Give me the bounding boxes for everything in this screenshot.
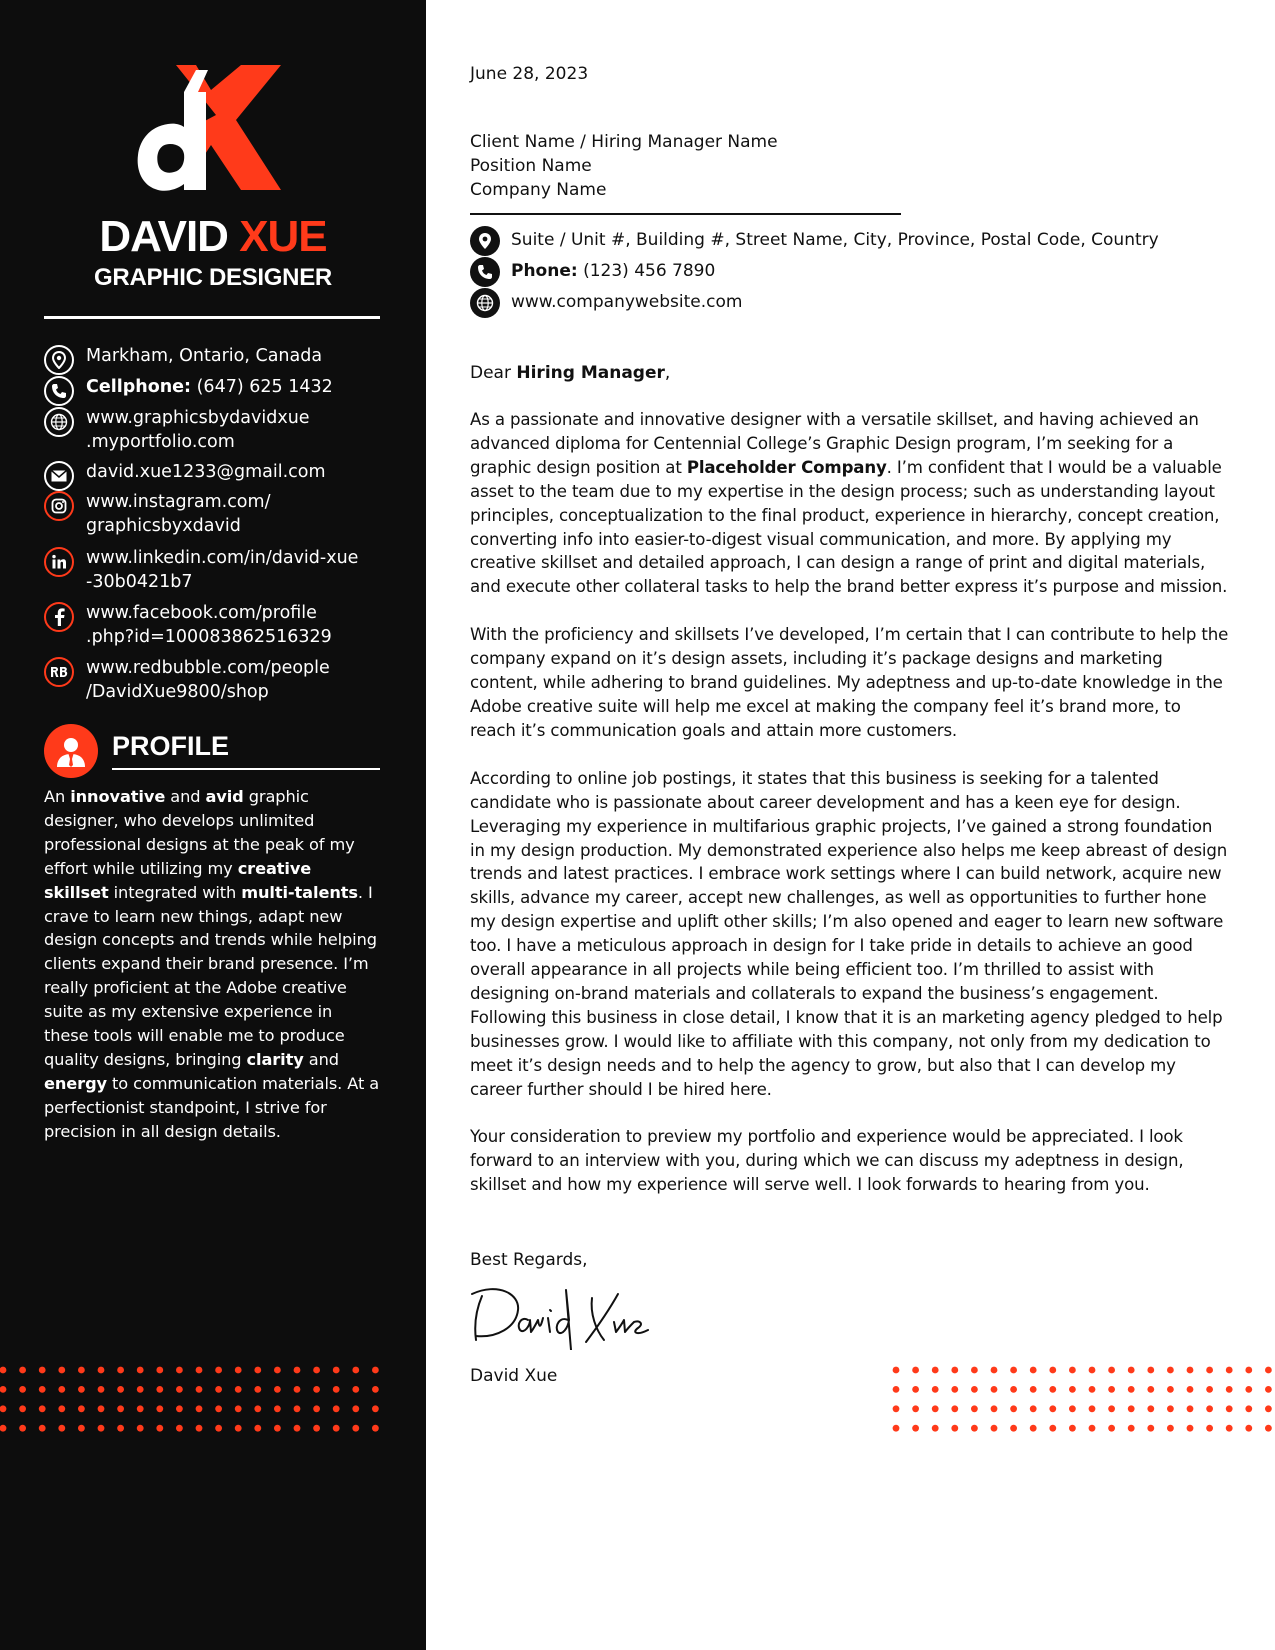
decorative-dot: [1089, 1425, 1096, 1432]
decorative-dot: [912, 1386, 919, 1393]
contact-phone: [44, 375, 404, 406]
decorative-dot: [1265, 1425, 1272, 1432]
decorative-dot: [117, 1367, 124, 1374]
decorative-dot: [971, 1405, 978, 1412]
decorative-dot: [352, 1386, 359, 1393]
decorative-dot: [1108, 1386, 1115, 1393]
decorative-dot: [1147, 1386, 1154, 1393]
decorative-dot: [215, 1367, 222, 1374]
decorative-dot: [971, 1367, 978, 1374]
decorative-dot: [98, 1425, 105, 1432]
decorative-dot: [1187, 1425, 1194, 1432]
decorative-dot: [991, 1386, 998, 1393]
linkedin-line1: www.linkedin.com/in/david-xue: [86, 548, 359, 568]
decorative-dot: [1089, 1367, 1096, 1374]
decorative-dot: [196, 1405, 203, 1412]
handwritten-signature: [468, 1280, 678, 1350]
decorative-dot: [1187, 1405, 1194, 1412]
decorative-dot: [176, 1386, 183, 1393]
decorative-dot: [1245, 1425, 1252, 1432]
contact-linkedin[interactable]: [44, 546, 404, 601]
email-text: david.xue1233@gmail.com: [86, 462, 326, 482]
decorative-dot-pattern-right: [890, 1364, 1275, 1434]
instagram-line2: graphicsbyxdavid: [86, 516, 241, 536]
decorative-dot: [1147, 1425, 1154, 1432]
decorative-dot: [39, 1386, 46, 1393]
contact-facebook[interactable]: [44, 601, 404, 656]
decorative-dot: [991, 1367, 998, 1374]
decorative-dot: [951, 1405, 958, 1412]
decorative-dot: [294, 1405, 301, 1412]
decorative-dot: [274, 1405, 281, 1412]
company-address-text: Suite / Unit #, Building #, Street Name, City, Province, Postal Code, Country: [511, 230, 1159, 250]
sidebar-divider: [44, 316, 380, 319]
decorative-dot: [333, 1425, 340, 1432]
decorative-dot: [932, 1386, 939, 1393]
decorative-dot: [951, 1367, 958, 1374]
decorative-dot: [215, 1386, 222, 1393]
decorative-dot: [1049, 1386, 1056, 1393]
decorative-dot: [333, 1386, 340, 1393]
decorative-dot: [196, 1386, 203, 1393]
decorative-dot: [1128, 1386, 1135, 1393]
decorative-dot: [1167, 1386, 1174, 1393]
company-website-text: www.companywebsite.com: [511, 292, 743, 312]
decorative-dot: [196, 1367, 203, 1374]
decorative-dot: [1069, 1425, 1076, 1432]
decorative-dot: [254, 1367, 261, 1374]
decorative-dot: [313, 1425, 320, 1432]
decorative-dot: [137, 1386, 144, 1393]
decorative-dot: [1226, 1425, 1233, 1432]
decorative-dot: [1245, 1367, 1252, 1374]
body-paragraph-3: According to online job postings, it states that this business is seeking for a talented candidate who is passionate about career development and has a keen eye for design. Leveraging my experience in multifarious graphic projects, I’ve gained a strong foundation in my design production. My demonstrated experience also helps me keep abreast of design trends and latest practices. I embrace work settings where I can build network, acquire new skills, advance my career, accept new challenges, as well as opportunities to further hone my design expertise and uplift other skills; I’m also opened and eager to learn new software too. I have a meticulous approach in design for I take pride in details to achieve an good overall appearance in all projects while being efficient too. I’m thrilled to assist with designing on-brand materials and collaterals to expand the business’s engagement. Following this business in close detail, I know that it is an marketing agency pledged to help businesses grow. I would like to affiliate with this company, not only from my dedication to meet it’s design needs and to help the agency to grow, but also that I can develop my career further should I be hired here.: [470, 768, 1228, 1099]
facebook-line1: www.facebook.com/profile: [86, 603, 317, 623]
decorative-dot: [0, 1425, 6, 1432]
contact-email[interactable]: [44, 460, 404, 490]
decorative-dot: [0, 1367, 6, 1374]
decorative-dot: [294, 1425, 301, 1432]
decorative-dot: [137, 1425, 144, 1432]
dx-monogram-logo: [136, 60, 286, 200]
recipient-position: Position Name: [470, 156, 592, 176]
decorative-dot: [1030, 1386, 1037, 1393]
decorative-dot: [294, 1367, 301, 1374]
decorative-dot: [1010, 1386, 1017, 1393]
decorative-dot-pattern-left: [0, 1364, 380, 1434]
linkedin-icon: [44, 547, 74, 577]
decorative-dot: [1089, 1386, 1096, 1393]
decorative-dot: [333, 1367, 340, 1374]
decorative-dot: [156, 1367, 163, 1374]
decorative-dot: [78, 1405, 85, 1412]
cellphone-label: Cellphone:: [86, 377, 192, 397]
decorative-dot: [1206, 1367, 1213, 1374]
decorative-dot: [1167, 1367, 1174, 1374]
decorative-dot: [39, 1367, 46, 1374]
decorative-dot: [0, 1386, 6, 1393]
decorative-dot: [372, 1425, 379, 1432]
decorative-dot: [235, 1367, 242, 1374]
recipient-block: [470, 130, 778, 202]
decorative-dot: [1265, 1405, 1272, 1412]
decorative-dot: [1265, 1386, 1272, 1393]
contact-location: [44, 344, 404, 375]
decorative-dot: [1226, 1367, 1233, 1374]
decorative-dot: [137, 1367, 144, 1374]
decorative-dot: [991, 1405, 998, 1412]
decorative-dot: [1049, 1405, 1056, 1412]
decorative-dot: [98, 1405, 105, 1412]
decorative-dot: [274, 1386, 281, 1393]
decorative-dot: [951, 1425, 958, 1432]
phone-icon: [44, 376, 74, 406]
facebook-line2: .php?id=100083862516329: [86, 627, 332, 647]
decorative-dot: [1089, 1405, 1096, 1412]
last-name: XUE: [239, 212, 327, 261]
profile-divider: [112, 768, 380, 770]
decorative-dot: [156, 1386, 163, 1393]
profile-person-icon: [44, 724, 98, 778]
decorative-dot: [19, 1405, 26, 1412]
decorative-dot: [313, 1405, 320, 1412]
decorative-dot: [274, 1367, 281, 1374]
decorative-dot: [1128, 1405, 1135, 1412]
redbubble-line1: www.redbubble.com/people: [86, 658, 330, 678]
decorative-dot: [352, 1405, 359, 1412]
company-address: [470, 228, 1230, 259]
decorative-dot: [1167, 1405, 1174, 1412]
decorative-dot: [932, 1405, 939, 1412]
recipient-name: Client Name / Hiring Manager Name: [470, 132, 778, 152]
decorative-dot: [1265, 1367, 1272, 1374]
decorative-dot: [196, 1425, 203, 1432]
decorative-dot: [893, 1425, 900, 1432]
decorative-dot: [117, 1386, 124, 1393]
email-icon: [44, 461, 74, 491]
decorative-dot: [1187, 1367, 1194, 1374]
decorative-dot: [1030, 1367, 1037, 1374]
decorative-dot: [254, 1425, 261, 1432]
decorative-dot: [1108, 1405, 1115, 1412]
decorative-dot: [1206, 1425, 1213, 1432]
decorative-dot: [1010, 1425, 1017, 1432]
decorative-dot: [78, 1386, 85, 1393]
sidebar: [0, 0, 426, 1650]
decorative-dot: [1010, 1405, 1017, 1412]
recipient-divider: [470, 213, 901, 215]
decorative-dot: [19, 1367, 26, 1374]
contact-redbubble[interactable]: [44, 656, 404, 706]
decorative-dot: [176, 1425, 183, 1432]
globe-icon: [470, 288, 500, 318]
decorative-dot: [19, 1386, 26, 1393]
decorative-dot: [1108, 1425, 1115, 1432]
decorative-dot: [39, 1405, 46, 1412]
letter-body: [470, 408, 1230, 1221]
profile-summary: An innovative and avid graphic designer, who develops unlimited professional designs at the peak of my effort while utilizing my creative skillset integrated with multi-talents. I crave to learn new things, adapt new design concepts and trends while helping clients expand their brand presence. I’m really proficient at the Adobe creative suite as my extensive experience in these tools will enable me to produce quality designs, bringing clarity and energy to communication materials. At a perfectionist standpoint, I strive for precision in all design details.: [44, 787, 380, 1141]
first-name: DAVID: [99, 212, 228, 261]
decorative-dot: [313, 1367, 320, 1374]
decorative-dot: [1049, 1425, 1056, 1432]
decorative-dot: [932, 1425, 939, 1432]
decorative-dot: [1245, 1405, 1252, 1412]
decorative-dot: [912, 1405, 919, 1412]
letter-date: June 28, 2023: [470, 64, 589, 84]
decorative-dot: [98, 1367, 105, 1374]
decorative-dot: [176, 1367, 183, 1374]
contact-location-text: Markham, Ontario, Canada: [86, 346, 323, 366]
closing: Best Regards,: [470, 1250, 588, 1270]
location-pin-icon: [470, 226, 500, 256]
portfolio-line2: .myportfolio.com: [86, 432, 235, 452]
decorative-dot: [932, 1367, 939, 1374]
decorative-dot: [39, 1425, 46, 1432]
decorative-dot: [78, 1425, 85, 1432]
decorative-dot: [372, 1367, 379, 1374]
decorative-dot: [893, 1405, 900, 1412]
decorative-dot: [156, 1425, 163, 1432]
company-website[interactable]: [470, 290, 1230, 321]
decorative-dot: [1206, 1405, 1213, 1412]
decorative-dot: [1030, 1425, 1037, 1432]
decorative-dot: [951, 1386, 958, 1393]
phone-icon: [470, 257, 500, 287]
decorative-dot: [372, 1405, 379, 1412]
decorative-dot: [912, 1367, 919, 1374]
facebook-icon: [44, 602, 74, 632]
redbubble-line2: /DavidXue9800/shop: [86, 682, 269, 702]
decorative-dot: [19, 1425, 26, 1432]
salutation: Dear Hiring Manager,: [470, 363, 671, 383]
cellphone-number: (647) 625 1432: [191, 377, 333, 397]
signed-name: David Xue: [470, 1366, 558, 1386]
contact-list: [44, 344, 404, 706]
portfolio-line1: www.graphicsbydavidxue: [86, 408, 310, 428]
decorative-dot: [1226, 1386, 1233, 1393]
decorative-dot: [98, 1386, 105, 1393]
decorative-dot: [1167, 1425, 1174, 1432]
decorative-dot: [137, 1405, 144, 1412]
decorative-dot: [893, 1367, 900, 1374]
location-pin-icon: [44, 345, 74, 375]
decorative-dot: [294, 1386, 301, 1393]
body-paragraph-2: With the proficiency and skillsets I’ve developed, I’m certain that I can contribute to help the company expand on it’s design assets, including it’s package designs and marketing content, while adhering to brand guidelines. My adeptness and up-to-date knowledge in the Adobe creative suite will help me excel at making the company feel it’s brand more, to reach it’s communication goals and attain more customers.: [470, 625, 1229, 740]
decorative-dot: [1147, 1405, 1154, 1412]
decorative-dot: [117, 1425, 124, 1432]
decorative-dot: [893, 1386, 900, 1393]
decorative-dot: [912, 1425, 919, 1432]
decorative-dot: [991, 1425, 998, 1432]
decorative-dot: [1128, 1425, 1135, 1432]
decorative-dot: [352, 1425, 359, 1432]
company-phone-label: Phone:: [511, 261, 578, 281]
instagram-line1: www.instagram.com/: [86, 492, 271, 512]
decorative-dot: [156, 1405, 163, 1412]
decorative-dot: [1049, 1367, 1056, 1374]
linkedin-line2: -30b0421b7: [86, 572, 193, 592]
decorative-dot: [254, 1386, 261, 1393]
recipient-company: Company Name: [470, 180, 607, 200]
candidate-name: [0, 212, 426, 262]
decorative-dot: [333, 1405, 340, 1412]
decorative-dot: [235, 1386, 242, 1393]
decorative-dot: [1226, 1405, 1233, 1412]
redbubble-icon: [44, 657, 74, 687]
globe-icon: [44, 407, 74, 437]
decorative-dot: [215, 1425, 222, 1432]
decorative-dot: [1069, 1367, 1076, 1374]
decorative-dot: [1010, 1367, 1017, 1374]
company-phone: [470, 259, 1230, 290]
decorative-dot: [1108, 1367, 1115, 1374]
decorative-dot: [971, 1425, 978, 1432]
company-contact-list: [470, 228, 1230, 321]
decorative-dot: [352, 1367, 359, 1374]
decorative-dot: [1206, 1386, 1213, 1393]
decorative-dot: [235, 1425, 242, 1432]
contact-instagram[interactable]: [44, 490, 404, 546]
decorative-dot: [1069, 1386, 1076, 1393]
decorative-dot: [58, 1405, 65, 1412]
decorative-dot: [372, 1386, 379, 1393]
body-paragraph-1: As a passionate and innovative designer with a versatile skillset, and having achieved an advanced diploma for Centennial College’s Graphic Design program, I’m seeking for a graphic design position at Placeholder Company. I’m confident that I would be a valuable asset to the team due to my expertise in the design process; such as understanding layout principles, conceptualization to the final product, experience in hierarchy, concept creation, converting info into easier-to-digest visual communication, and more. By applying my creative skillset and detailed approach, I can design a range of print and digital materials, and execute other collateral tasks to help the brand better express it’s purpose and mission.: [470, 410, 1228, 597]
decorative-dot: [117, 1405, 124, 1412]
decorative-dot: [235, 1405, 242, 1412]
decorative-dot: [78, 1367, 85, 1374]
decorative-dot: [58, 1386, 65, 1393]
decorative-dot: [1030, 1405, 1037, 1412]
job-title: GRAPHIC DESIGNER: [94, 264, 332, 291]
decorative-dot: [215, 1405, 222, 1412]
body-paragraph-4: Your consideration to preview my portfolio and experience would be appreciated. I look forward to an interview with you, during which we can discuss my adeptness in design, skillset and how my experience will serve well. I look forwards to hearing from you.: [470, 1127, 1184, 1195]
contact-portfolio[interactable]: [44, 406, 404, 460]
decorative-dot: [274, 1425, 281, 1432]
decorative-dot: [58, 1367, 65, 1374]
decorative-dot: [1245, 1386, 1252, 1393]
decorative-dot: [313, 1386, 320, 1393]
decorative-dot: [1128, 1367, 1135, 1374]
profile-heading: PROFILE: [112, 731, 230, 761]
decorative-dot: [1069, 1405, 1076, 1412]
decorative-dot: [0, 1405, 6, 1412]
decorative-dot: [176, 1405, 183, 1412]
decorative-dot: [58, 1425, 65, 1432]
instagram-icon: [44, 491, 74, 521]
decorative-dot: [1187, 1386, 1194, 1393]
decorative-dot: [1147, 1367, 1154, 1374]
decorative-dot: [971, 1386, 978, 1393]
decorative-dot: [254, 1405, 261, 1412]
company-phone-number: (123) 456 7890: [577, 261, 716, 281]
